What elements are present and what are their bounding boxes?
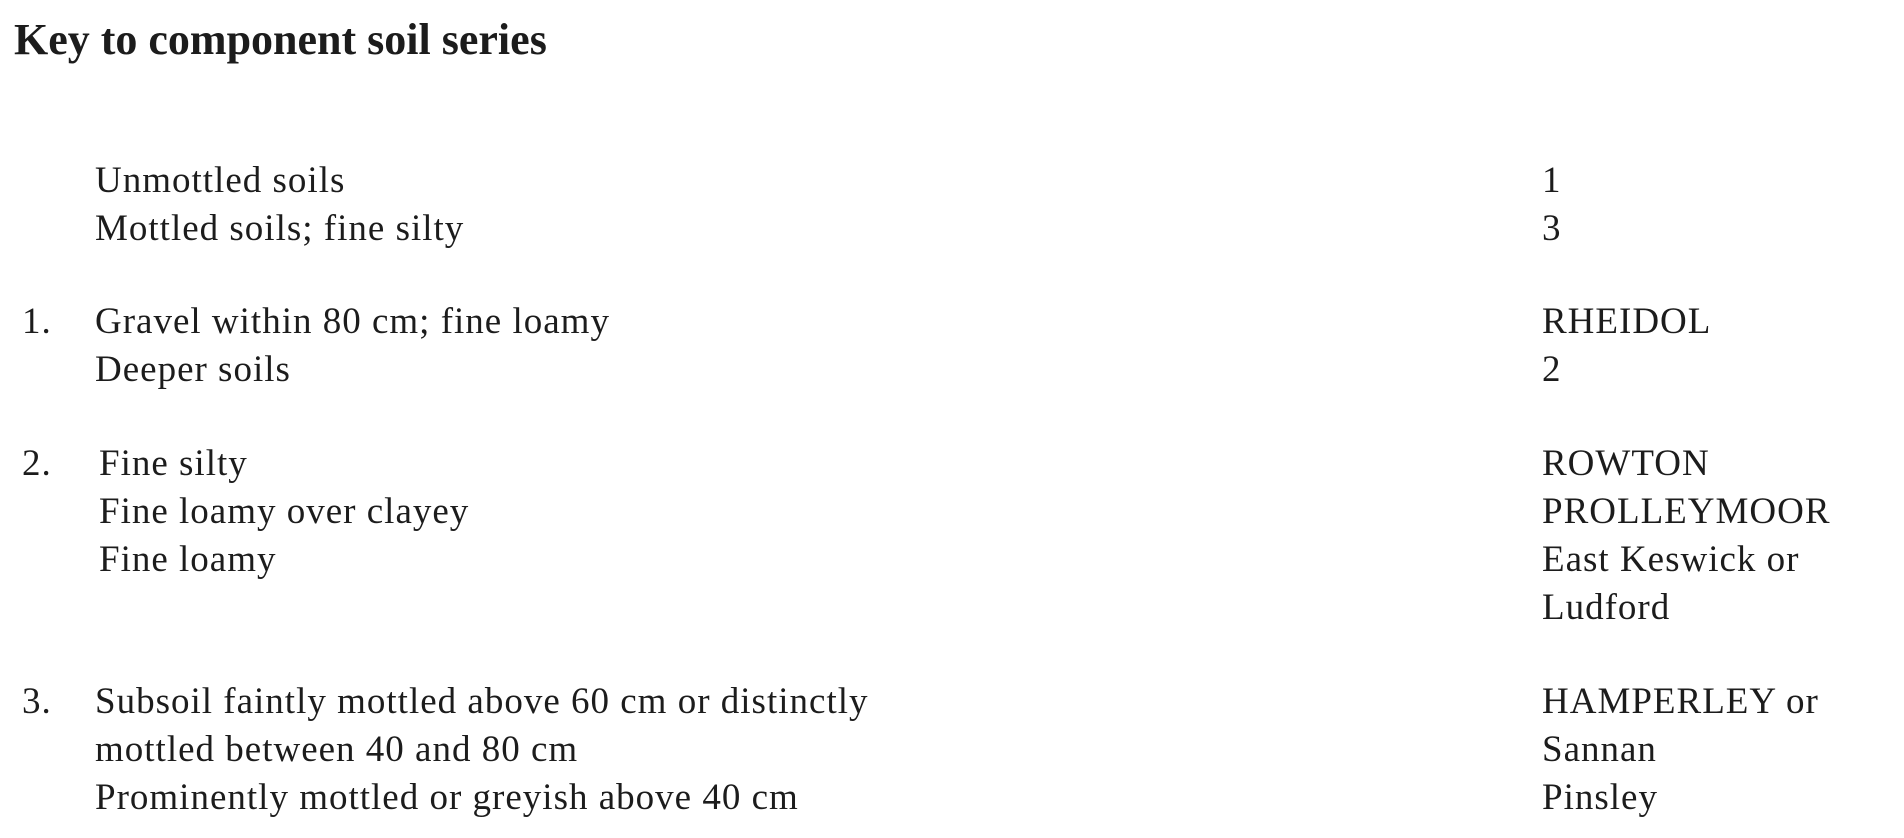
key-description: Mottled soils; fine silty [95, 208, 465, 249]
key-step-number: 3. [22, 681, 52, 722]
key-description: Fine silty [99, 443, 248, 484]
page-title: Key to component soil series [14, 15, 547, 64]
key-description: Prominently mottled or greyish above 40 cm [95, 777, 799, 818]
key-row [0, 346, 1904, 394]
key-description: Fine loamy [99, 539, 277, 580]
key-step-number: 2. [22, 443, 52, 484]
key-result: Sannan [1542, 729, 1657, 770]
key-row [0, 678, 1904, 726]
key-row [0, 488, 1904, 536]
key-row [0, 440, 1904, 488]
key-result: RHEIDOL [1542, 301, 1712, 342]
key-result: 3 [1542, 208, 1562, 249]
key-result: East Keswick or [1542, 539, 1800, 580]
key-group-3 [0, 678, 1904, 822]
key-row [0, 205, 1904, 253]
key-row [0, 536, 1904, 584]
key-result: 1 [1542, 160, 1562, 201]
key-description: Deeper soils [95, 349, 291, 390]
key-step-number: 1. [22, 301, 52, 342]
key-description: Fine loamy over clayey [99, 491, 470, 532]
key-result: 2 [1542, 349, 1562, 390]
key-row [0, 298, 1904, 346]
key-description: mottled between 40 and 80 cm [95, 729, 579, 770]
key-row [0, 774, 1904, 822]
key-group-2 [0, 440, 1904, 632]
key-description: Unmottled soils [95, 160, 346, 201]
key-group-start [0, 157, 1904, 253]
key-row [0, 726, 1904, 774]
key-group-1 [0, 298, 1904, 394]
key-result: HAMPERLEY or [1542, 681, 1819, 722]
key-result: PROLLEYMOOR [1542, 491, 1831, 532]
key-result: ROWTON [1542, 443, 1710, 484]
key-row [0, 584, 1904, 632]
key-row [0, 157, 1904, 205]
key-description: Subsoil faintly mottled above 60 cm or distinctly [95, 681, 869, 722]
key-result: Pinsley [1542, 777, 1658, 818]
key-result: Ludford [1542, 587, 1671, 628]
key-description: Gravel within 80 cm; fine loamy [95, 301, 610, 342]
